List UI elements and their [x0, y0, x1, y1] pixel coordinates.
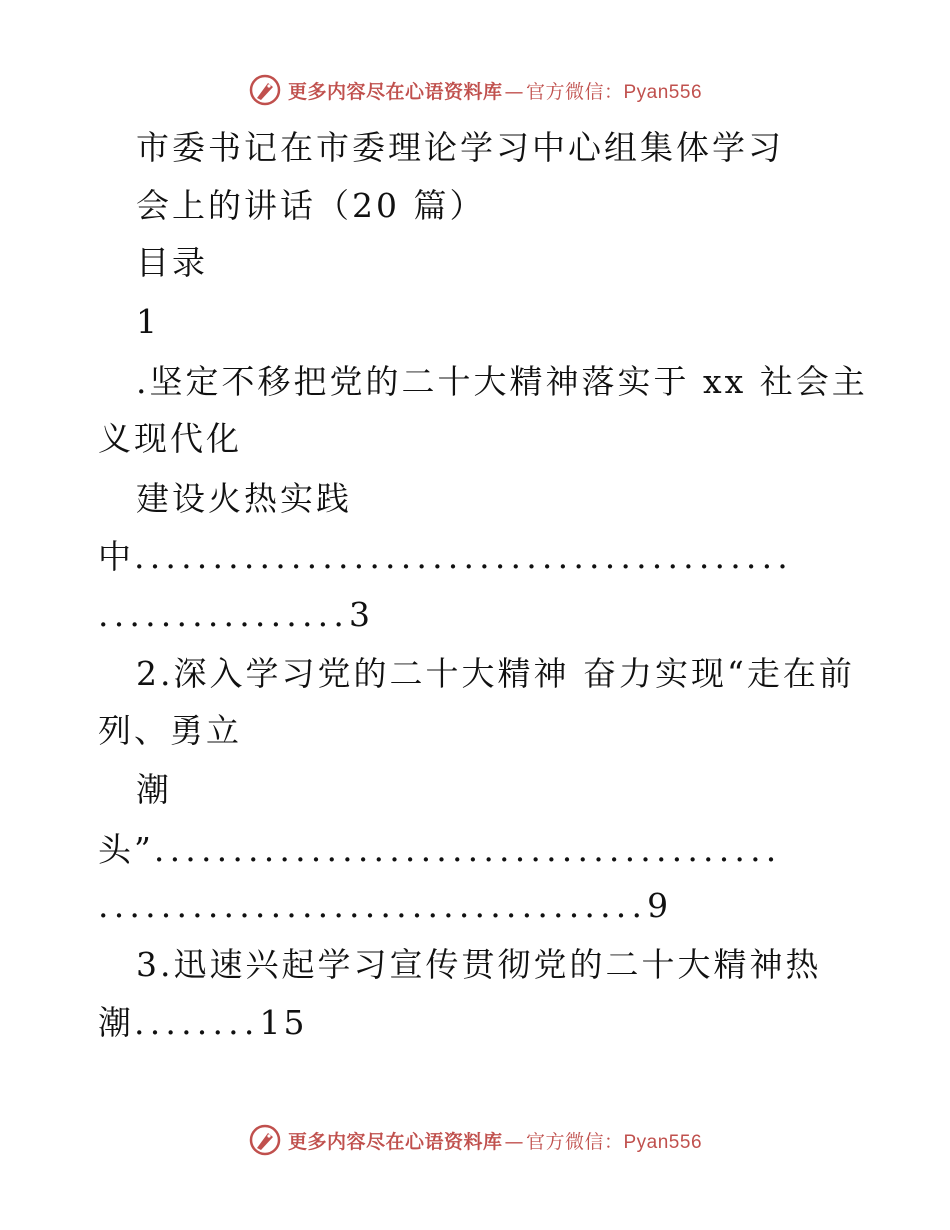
watermark-wechat-id: Pyan556 [623, 81, 703, 103]
toc-entry-2-leader-line [98, 830, 781, 870]
pen-nib-logo-icon [248, 73, 282, 107]
toc-entry-1-title-part2: 义现代化 [98, 419, 242, 458]
toc-entry-2-leader2: ................................... [98, 886, 648, 925]
toc-entry-1-title-part4: 中 [98, 537, 134, 576]
toc-entry-1-title-part3: 建设火热实践 [136, 479, 352, 518]
toc-heading: 目录 [136, 243, 208, 282]
watermark-wechat-id: Pyan556 [623, 1131, 703, 1153]
watermark-text [288, 77, 702, 104]
header-watermark [0, 70, 950, 110]
toc-entry-3-page-line [98, 1003, 308, 1043]
watermark-brand: 更多内容尽在心语资料库 [287, 1130, 503, 1153]
footer-watermark [0, 1120, 950, 1160]
toc-entry-2-title-part1: 2.深入学习党的二十大精神 奋力实现“走在前 [136, 654, 855, 693]
toc-entry-1-number: 1 [136, 302, 160, 341]
watermark-dash: — [504, 80, 524, 103]
toc-entry-3-page: 15 [259, 1003, 308, 1042]
watermark-text [288, 1127, 702, 1154]
toc-entry-2-leader1: ........................................ [153, 830, 782, 869]
toc-entry-3-leader1: ........ [134, 1003, 260, 1042]
watermark-brand: 更多内容尽在心语资料库 [287, 80, 503, 103]
document-title-line-2: 会上的讲话（20 篇） [136, 186, 486, 225]
toc-entry-1-title-part1: .坚定不移把党的二十大精神落实于 xx 社会主 [136, 362, 868, 401]
watermark-official-label: 官方微信： [525, 80, 624, 103]
toc-entry-2-page-line [98, 886, 671, 926]
toc-entry-2-title-part4: 头” [98, 830, 154, 869]
toc-entry-2-title-part3: 潮 [136, 770, 172, 809]
document-title-line-1: 市委书记在市委理论学习中心组集体学习 [136, 128, 784, 167]
toc-entry-2-title-part2: 列、勇立 [98, 711, 242, 750]
toc-entry-3-title-part2: 潮 [98, 1003, 134, 1042]
watermark-dash: — [504, 1130, 524, 1153]
toc-entry-2-page: 9 [647, 886, 672, 925]
toc-entry-3-title-part1: 3.迅速兴起学习宣传贯彻党的二十大精神热 [136, 945, 822, 984]
toc-entry-1-leader2: ................ [98, 595, 350, 634]
pen-nib-logo-icon [248, 1123, 282, 1157]
toc-entry-1-leader-line [98, 537, 793, 577]
toc-entry-1-page: 3 [349, 595, 374, 634]
toc-entry-1-page-line [98, 595, 373, 635]
watermark-official-label: 官方微信： [525, 1130, 624, 1153]
toc-entry-1-leader1: .......................................... [134, 537, 793, 576]
